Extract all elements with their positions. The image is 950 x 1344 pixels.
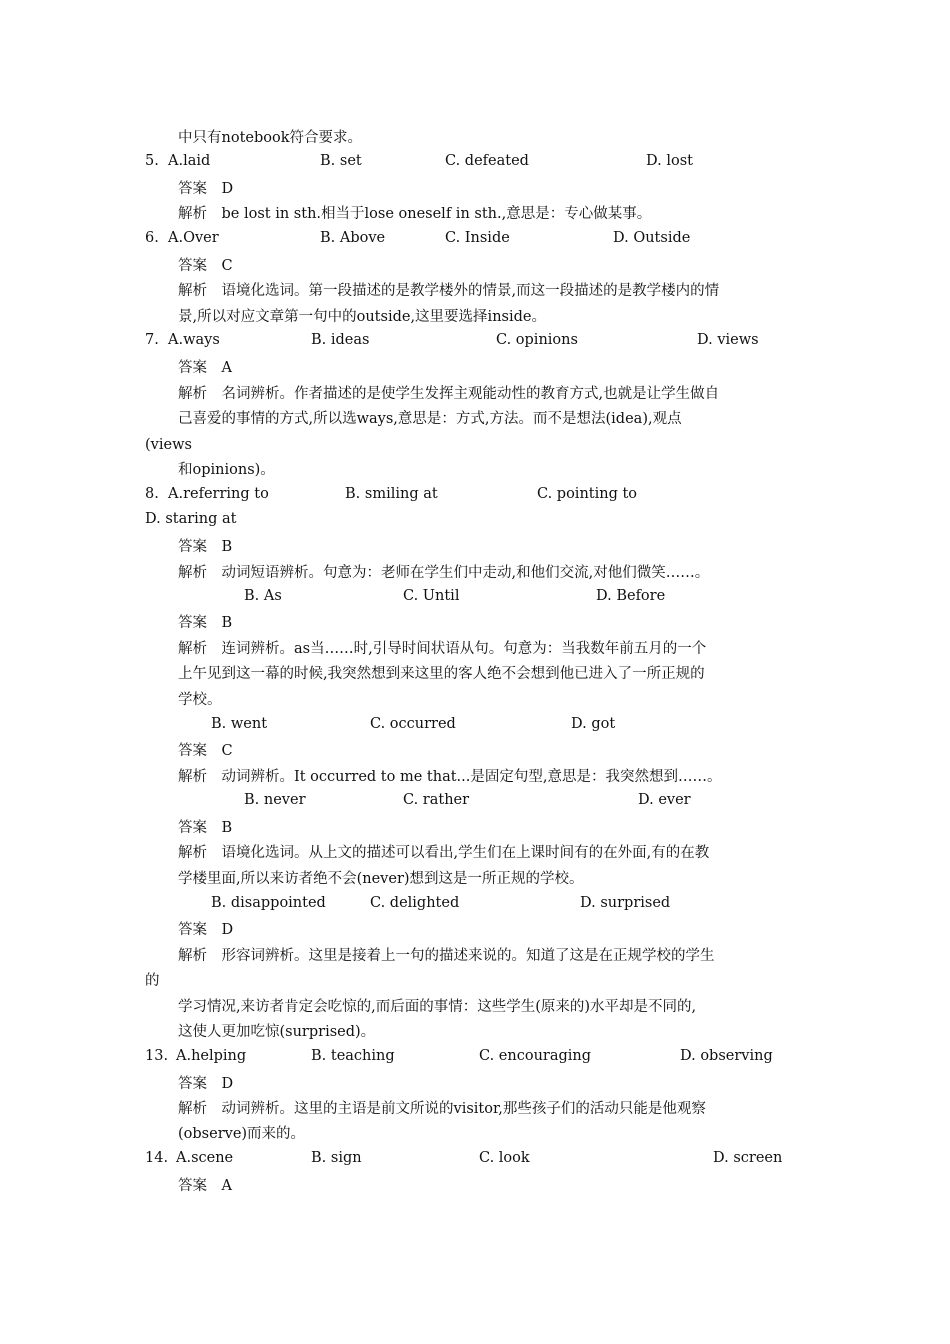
question-number: 7. [145, 332, 159, 348]
intro-line: 中只有notebook符合要求。 [178, 130, 363, 146]
analysis-line: 解析 语境化选词。第一段描述的是教学楼外的情景,而这一段描述的是教学楼内的情 [178, 283, 720, 299]
option-d: D. ever [638, 792, 691, 808]
option-d: D. Outside [613, 230, 691, 246]
analysis-line: 学校。 [178, 692, 222, 708]
answer: 答案 B [178, 539, 233, 555]
analysis-line: 学习情况,来访者肯定会吃惊的,而后面的事情：这些学生(原来的)水平却是不同的, [178, 999, 697, 1015]
analysis-line: 的 [145, 973, 160, 989]
analysis-line: (observe)而来的。 [178, 1126, 306, 1142]
answer: 答案 D [178, 1076, 234, 1092]
option-a: A.laid [168, 153, 211, 169]
analysis-line: 景,所以对应文章第一句中的outside,这里要选择inside。 [178, 309, 546, 325]
analysis-line: 学楼里面,所以来访者绝不会(never)想到这是一所正规的学校。 [178, 871, 584, 887]
answer: 答案 B [178, 615, 233, 631]
option-d: D. views [697, 332, 759, 348]
answer: 答案 D [178, 922, 234, 938]
analysis-line: 解析 动词短语辨析。句意为：老师在学生们中走动,和他们交流,对他们微笑……。 [178, 565, 710, 581]
option-c: C. rather [403, 792, 470, 808]
analysis-line: 解析 形容词辨析。这里是接着上一句的描述来说的。知道了这是在正规学校的学生 [178, 948, 715, 964]
answer: 答案 A [178, 360, 232, 376]
answer: 答案 D [178, 181, 234, 197]
analysis-line: 和opinions)。 [178, 462, 275, 478]
analysis-line: (views [145, 437, 192, 453]
analysis-line: 解析 be lost in sth.相当于lose oneself in sth.,意思是：专心做某事。 [178, 206, 652, 222]
option-b: B. went [211, 716, 268, 732]
analysis-line: 这使人更加吃惊(surprised)。 [178, 1024, 376, 1040]
option-b: B. As [244, 588, 282, 604]
question-number: 6. [145, 230, 159, 246]
option-b: B. smiling at [345, 486, 438, 502]
option-a: A.Over [168, 230, 219, 246]
answer: 答案 C [178, 258, 233, 274]
option-c: C. Until [403, 588, 460, 604]
option-b: B. ideas [311, 332, 370, 348]
option-b: B. never [244, 792, 306, 808]
option-d: D. observing [680, 1048, 773, 1064]
option-c: C. delighted [370, 895, 460, 911]
option-d: D. lost [646, 153, 693, 169]
option-b: B. teaching [311, 1048, 395, 1064]
option-a: A.scene [176, 1150, 234, 1166]
option-d: D. surprised [580, 895, 671, 911]
option-c: C. defeated [445, 153, 529, 169]
analysis-line: 上午见到这一幕的时候,我突然想到来这里的客人绝不会想到他已进入了一所正规的 [178, 666, 705, 682]
option-d: D. screen [713, 1150, 783, 1166]
option-c: C. occurred [370, 716, 456, 732]
option-d: D. staring at [145, 511, 237, 527]
question-number: 13. [145, 1048, 169, 1064]
analysis-line: 解析 连词辨析。as当……时,引导时间状语从句。句意为：当我数年前五月的一个 [178, 641, 707, 657]
option-c: C. Inside [445, 230, 510, 246]
option-c: C. look [479, 1150, 530, 1166]
answer: 答案 B [178, 820, 233, 836]
option-d: D. got [571, 716, 616, 732]
option-b: B. Above [320, 230, 386, 246]
option-d: D. Before [596, 588, 666, 604]
option-b: B. disappointed [211, 895, 326, 911]
analysis-line: 解析 动词辨析。这里的主语是前文所说的visitor,那些孩子们的活动只能是他观察 [178, 1101, 706, 1117]
question-number: 8. [145, 486, 159, 502]
question-number: 14. [145, 1150, 169, 1166]
analysis-line: 解析 语境化选词。从上文的描述可以看出,学生们在上课时间有的在外面,有的在教 [178, 845, 710, 861]
option-a: A.ways [168, 332, 220, 348]
analysis-line: 己喜爱的事情的方式,所以选ways,意思是：方式,方法。而不是想法(idea),观点 [178, 411, 682, 427]
question-number: 5. [145, 153, 159, 169]
option-a: A.referring to [168, 486, 269, 502]
option-a: A.helping [176, 1048, 247, 1064]
option-b: B. sign [311, 1150, 362, 1166]
answer: 答案 C [178, 743, 233, 759]
analysis-line: 解析 名词辨析。作者描述的是使学生发挥主观能动性的教育方式,也就是让学生做自 [178, 386, 720, 402]
option-c: C. opinions [496, 332, 578, 348]
option-b: B. set [320, 153, 362, 169]
answer: 答案 A [178, 1178, 232, 1194]
analysis-line: 解析 动词辨析。It occurred to me that...是固定句型,意思是：我突然想到……。 [178, 769, 722, 785]
option-c: C. pointing to [537, 486, 638, 502]
option-c: C. encouraging [479, 1048, 592, 1064]
